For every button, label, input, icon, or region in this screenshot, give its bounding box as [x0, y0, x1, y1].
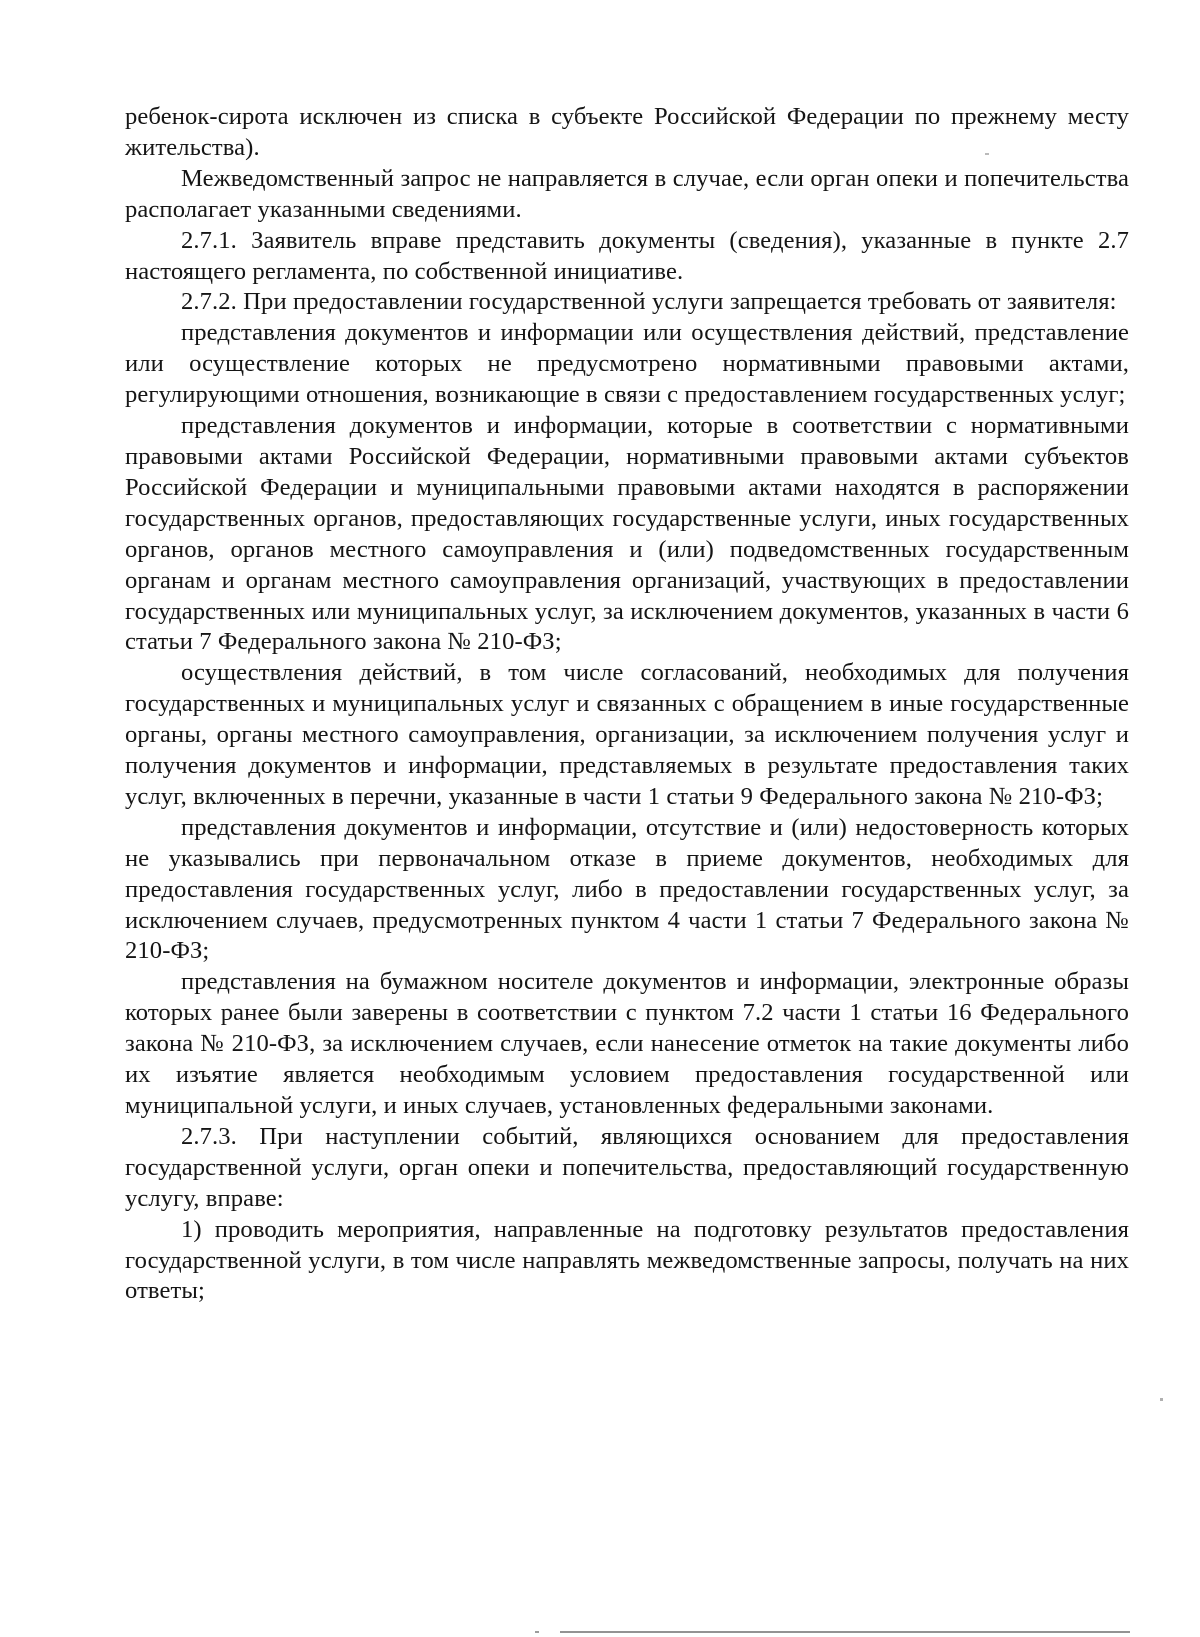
paragraph-prohibition-2: представления документов и информации, которые в соответствии с нормативными правовыми актами Российской Федерации, нормативными правовыми актами субъектов Российской Федерации и муниципальными правовыми актами находятся в распоряжении государственных органов, предоставляющих государственные услуги, иных государственных органов, органов местного самоуправления и (или) подведомственных государственным органам и органам местного самоуправления организаций, участвующих в предоставлении государственных или муниципальных услуг, за исключением документов, указанных в части 6 статьи 7 Федерального закона № 210-ФЗ;: [125, 412, 1129, 656]
paragraph-prohibition-5: представления на бумажном носителе документов и информации, электронные образы которых ранее были заверены в соответствии с пунктом 7.2 части 1 статьи 16 Федерального закона № 210-ФЗ, за исключением случаев, если нанесение отметок на такие документы либо их изъятие является необходимым условием предоставления государственной или муниципальной услуги, и иных случаев, установленных федеральными законами.: [125, 968, 1129, 1119]
paragraph-prohibition-4: представления документов и информации, отсутствие и (или) недостоверность которых не указывались при первоначальном отказе в приеме документов, необходимых для предоставления государственных услуг, либо в предоставлении государственных услуг, за исключением случаев, предусмотренных пунктом 4 части 1 статьи 7 Федерального закона № 210-ФЗ;: [125, 813, 1129, 965]
scan-speck: [985, 153, 989, 155]
paragraph-item-1: 1) проводить мероприятия, направленные на подготовку результатов предоставления государственной услуги, в том числе направлять межведомственные запросы, получать на них ответы;: [125, 1215, 1129, 1305]
paragraph-interagency-request: Межведомственный запрос не направляется в случае, если орган опеки и попечительства располагает указанными сведениями.: [125, 164, 1129, 223]
scan-speck: [1160, 1398, 1163, 1401]
document-body: [125, 102, 1129, 1307]
paragraph-2-7-1: 2.7.1. Заявитель вправе представить документы (сведения), указанные в пункте 2.7 настоящего регламента, по собственной инициативе.: [125, 226, 1129, 285]
paragraph-continuation: ребенок-сирота исключен из списка в субъекте Российской Федерации по прежнему месту жительства).: [125, 103, 1129, 161]
scan-edge-line: [560, 1631, 1130, 1633]
paragraph-prohibition-1: представления документов и информации или осуществления действий, представление или осуществление которых не предусмотрено нормативными правовыми актами, регулирующими отношения, возникающие в связи с предоставлением государственных услуг;: [125, 319, 1129, 409]
paragraph-2-7-3: 2.7.3. При наступлении событий, являющихся основанием для предоставления государственной услуги, орган опеки и попечительства, предоставляющий государственную услугу, вправе:: [125, 1122, 1129, 1212]
scan-speck: [535, 1631, 539, 1633]
paragraph-prohibition-3: осуществления действий, в том числе согласований, необходимых для получения государственных и муниципальных услуг и связанных с обращением в иные государственные органы, органы местного самоуправления, организации, за исключением получения услуг и получения документов и информации, представляемых в результате предоставления таких услуг, включенных в перечни, указанные в части 1 статьи 9 Федерального закона № 210-ФЗ;: [125, 659, 1129, 810]
paragraph-2-7-2: 2.7.2. При предоставлении государственной услуги запрещается требовать от заявителя:: [181, 288, 1117, 316]
